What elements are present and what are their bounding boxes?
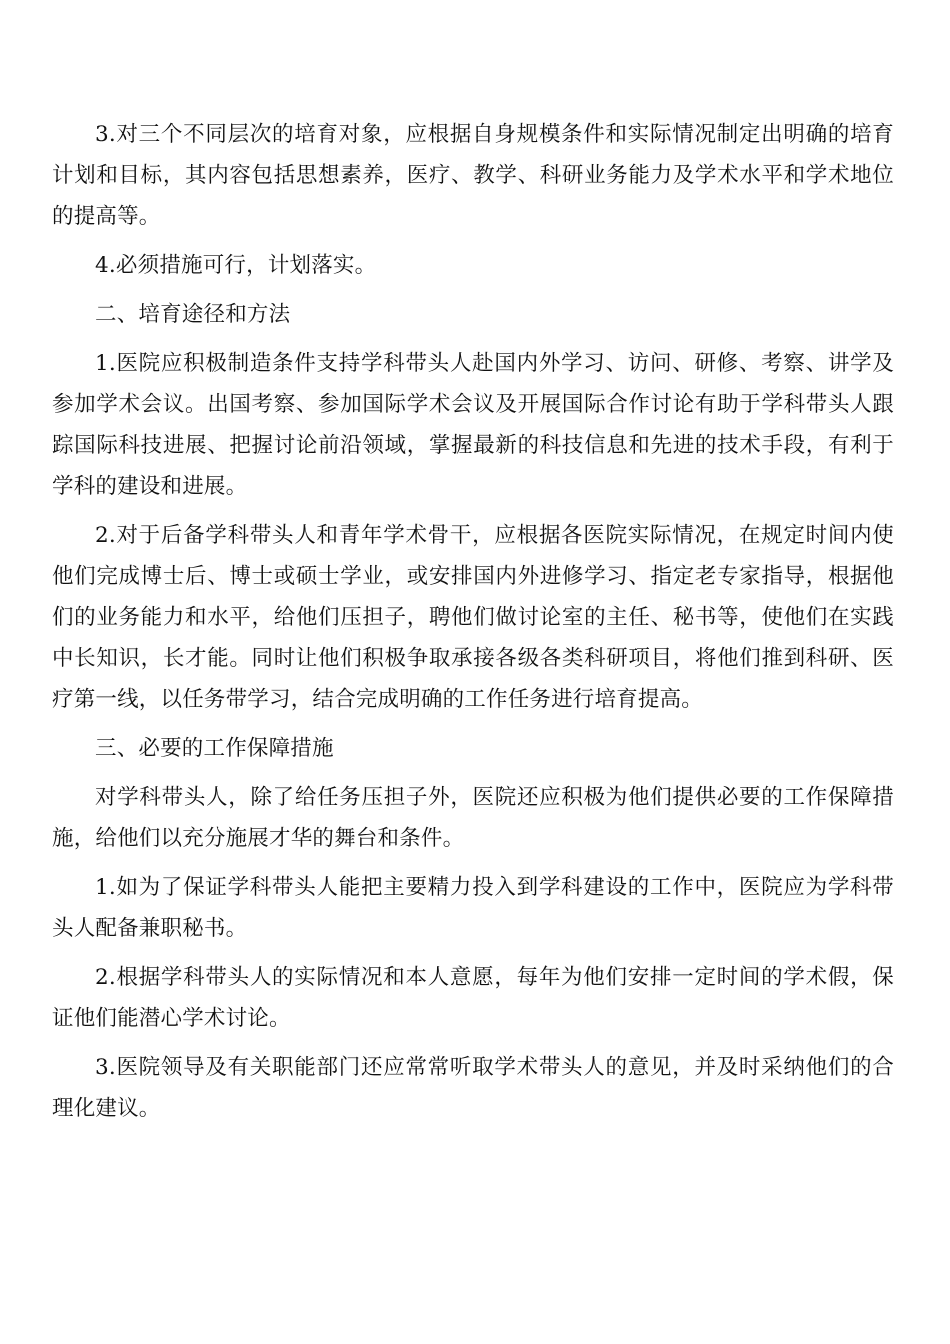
paragraph-guarantee-2-academic-leave: 2.根据学科带头人的实际情况和本人意愿，每年为他们安排一定时间的学术假，保证他们能潜心学术讨论。	[52, 965, 894, 1031]
paragraph-guarantees-intro: 对学科带头人，除了给任务压担子外，医院还应积极为他们提供必要的工作保障措施，给他们以充分施展才华的舞台和条件。	[52, 785, 894, 851]
paragraph-guarantee-3-suggestions: 3.医院领导及有关职能部门还应常常听取学术带头人的意见，并及时采纳他们的合理化建议。	[52, 1055, 894, 1121]
paragraph-guarantee-1-secretary: 1.如为了保证学科带头人能把主要精力投入到学科建设的工作中，医院应为学科带头人配备兼职秘书。	[52, 875, 894, 941]
paragraph-method-2-reserve-leaders: 2.对于后备学科带头人和青年学术骨干，应根据各医院实际情况，在规定时间内使他们完成博士后、博士或硕士学业，或安排国内外进修学习、指定老专家指导，根据他们的业务能力和水平，给他们压担子，聘他们做讨论室的主任、秘书等，使他们在实践中长知识，长才能。同时让他们积极争取承接各级各类科研项目，将他们推到科研、医疗第一线，以任务带学习，结合完成明确的工作任务进行培育提高。	[52, 523, 894, 712]
section-heading-training-methods: 二、培育途径和方法	[95, 302, 291, 327]
paragraph-item-3-training-plan: 3.对三个不同层次的培育对象，应根据自身规模条件和实际情况制定出明确的培育计划和目标，其内容包括思想素养，医疗、教学、科研业务能力及学术水平和学术地位的提高等。	[52, 122, 894, 229]
document-body	[52, 114, 894, 1137]
paragraph-method-1-study-abroad: 1.医院应积极制造条件支持学科带头人赴国内外学习、访问、研修、考察、讲学及参加学术会议。出国考察、参加国际学术会议及开展国际合作讨论有助于学科带头人跟踪国际科技进展、把握讨论前沿领域，掌握最新的科技信息和先进的技术手段，有利于学科的建设和进展。	[52, 351, 894, 499]
paragraph-item-4-measures: 4.必须措施可行，计划落实。	[95, 253, 377, 278]
section-heading-work-guarantees: 三、必要的工作保障措施	[95, 736, 334, 761]
